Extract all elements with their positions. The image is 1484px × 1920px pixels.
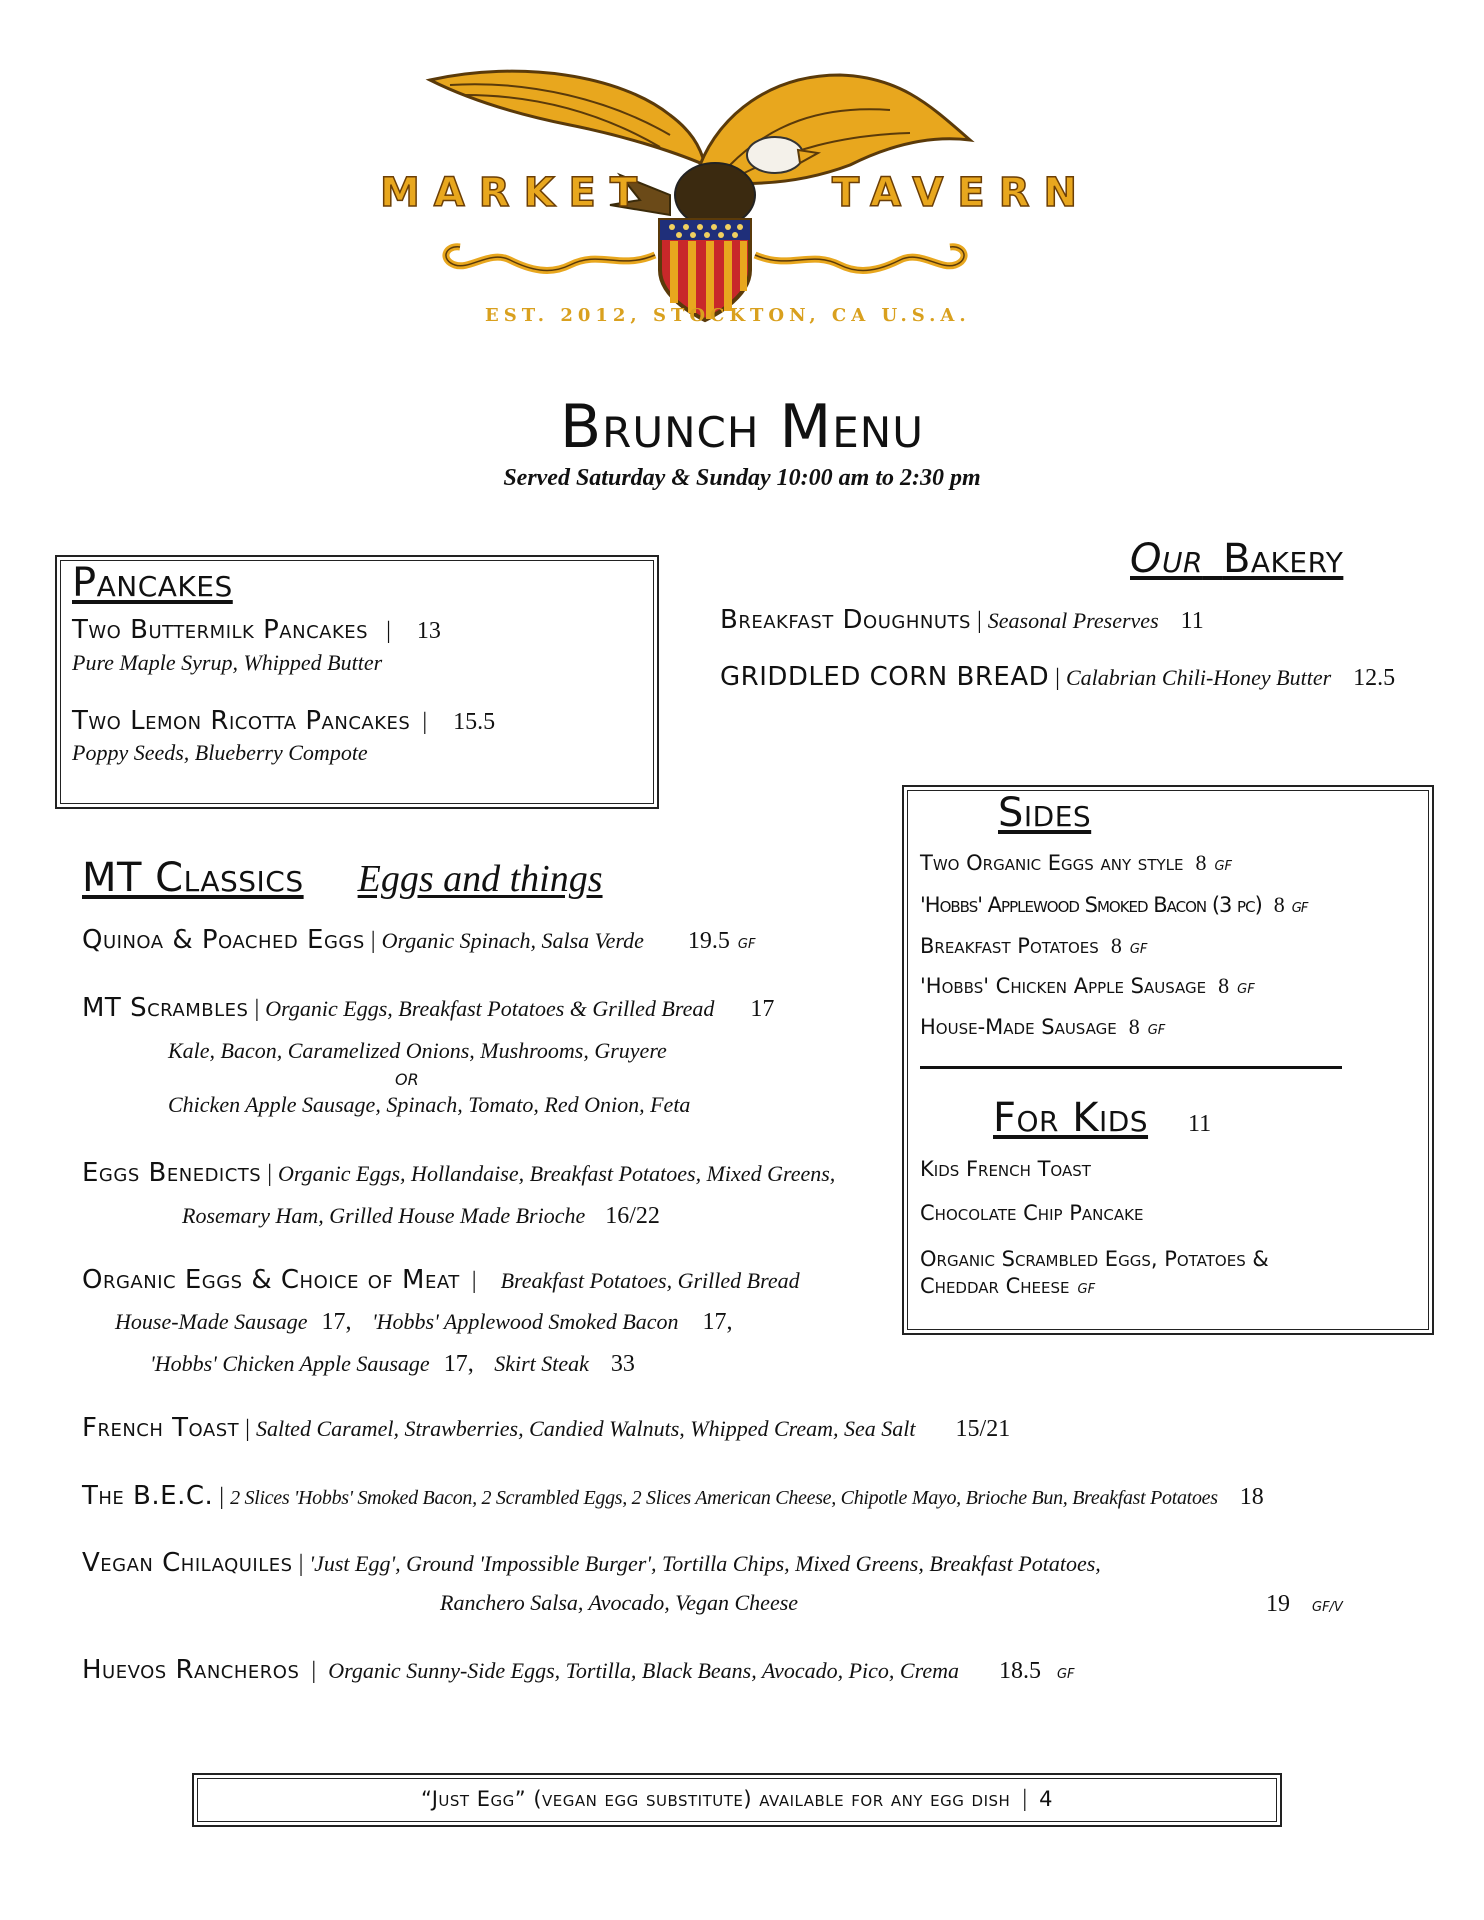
vegan-price: 19 GF/V bbox=[1266, 1591, 1343, 1617]
kids-item: Cheddar Cheese GF bbox=[920, 1274, 1096, 1298]
bakery-item: GRIDDLED CORN BREAD | Calabrian Chili-Honey Butter 12.5 bbox=[720, 662, 1396, 692]
meat-options: House-Made Sausage 17, 'Hobbs' Applewood Smoked Bacon 17, bbox=[115, 1309, 733, 1335]
side-item: Breakfast Potatoes 8 GF bbox=[920, 933, 1148, 958]
logo-word-right: TAVERN bbox=[832, 170, 1091, 216]
scrambles-option: Chicken Apple Sausage, Spinach, Tomato, Red Onion, Feta bbox=[168, 1092, 691, 1117]
menu-item-quinoa: Quinoa & Poached Eggs | Organic Spinach, Salsa Verde 19.5 GF bbox=[82, 925, 756, 955]
classics-heading: MT Classics Eggs and things bbox=[82, 855, 603, 901]
side-item: House-Made Sausage 8 GF bbox=[920, 1014, 1166, 1039]
pancake-desc: Poppy Seeds, Blueberry Compote bbox=[72, 740, 368, 765]
page-title: Brunch Menu bbox=[560, 392, 924, 462]
logo-established: EST. 2012, STOCKTON, CA U.S.A. bbox=[485, 305, 971, 326]
menu-item-bec: The B.E.C. | 2 Slices 'Hobbs' Smoked Bacon, 2 Scrambled Eggs, 2 Slices American Cheese, Chipotle Mayo, Brioche Bun, Breakfast Potatoes 18 bbox=[82, 1481, 1264, 1511]
menu-item-eggs-meat: Organic Eggs & Choice of Meat | Breakfast Potatoes, Grilled Bread bbox=[82, 1265, 800, 1295]
page-subtitle: Served Saturday & Sunday 10:00 am to 2:30 pm bbox=[503, 465, 981, 491]
market-tavern-logo bbox=[370, 55, 1110, 345]
meat-options: 'Hobbs' Chicken Apple Sausage 17, Skirt Steak 33 bbox=[150, 1351, 635, 1377]
pancakes-heading: Pancakes bbox=[72, 560, 233, 606]
sides-heading: Sides bbox=[998, 790, 1092, 836]
scrambles-or: OR bbox=[395, 1070, 419, 1089]
scrambles-option: Kale, Bacon, Caramelized Onions, Mushrooms, Gruyere bbox=[168, 1038, 667, 1063]
kids-heading: For Kids 11 bbox=[993, 1095, 1212, 1141]
menu-item-huevos: Huevos Rancheros | Organic Sunny-Side Eggs, Tortilla, Black Beans, Avocado, Pico, Crema 18.5 GF bbox=[82, 1655, 1075, 1685]
bakery-item: Breakfast Doughnuts | Seasonal Preserves 11 bbox=[720, 605, 1204, 635]
menu-item-vegan-chilaquiles: Vegan Chilaquiles | 'Just Egg', Ground 'Impossible Burger', Tortilla Chips, Mixed Greens, Breakfast Potatoes, bbox=[82, 1548, 1101, 1578]
kids-item: Kids French Toast bbox=[920, 1157, 1091, 1181]
kids-item: Chocolate Chip Pancake bbox=[920, 1201, 1144, 1225]
vegan-desc: Ranchero Salsa, Avocado, Vegan Cheese bbox=[440, 1590, 799, 1615]
side-item: 'Hobbs' Chicken Apple Sausage 8 GF bbox=[920, 973, 1255, 998]
just-egg-note: “Just Egg” (vegan egg substitute) available for any egg dish | 4 bbox=[421, 1786, 1053, 1812]
logo-word-left: MARKET bbox=[380, 170, 652, 216]
sides-divider bbox=[920, 1066, 1342, 1069]
menu-item-scrambles: MT Scrambles | Organic Eggs, Breakfast Potatoes & Grilled Bread 17 bbox=[82, 993, 775, 1023]
pancake-item: Two Buttermilk Pancakes | 13 bbox=[72, 615, 441, 645]
bakery-heading: Our Bakery bbox=[1130, 536, 1344, 582]
side-item: 'Hobbs' Applewood Smoked Bacon (3 pc) 8 GF bbox=[920, 892, 1308, 917]
menu-item-french-toast: French Toast | Salted Caramel, Strawberries, Candied Walnuts, Whipped Cream, Sea Salt 15/21 bbox=[82, 1413, 1011, 1443]
benedicts-desc: Rosemary Ham, Grilled House Made Brioche 16/22 bbox=[182, 1203, 660, 1229]
menu-item-benedicts: Eggs Benedicts | Organic Eggs, Hollandaise, Breakfast Potatoes, Mixed Greens, bbox=[82, 1158, 836, 1188]
side-item: Two Organic Eggs any style 8 GF bbox=[920, 850, 1233, 875]
kids-item: Organic Scrambled Eggs, Potatoes & bbox=[920, 1247, 1269, 1271]
pancake-desc: Pure Maple Syrup, Whipped Butter bbox=[72, 650, 383, 675]
pancake-item: Two Lemon Ricotta Pancakes | 15.5 bbox=[72, 706, 496, 736]
